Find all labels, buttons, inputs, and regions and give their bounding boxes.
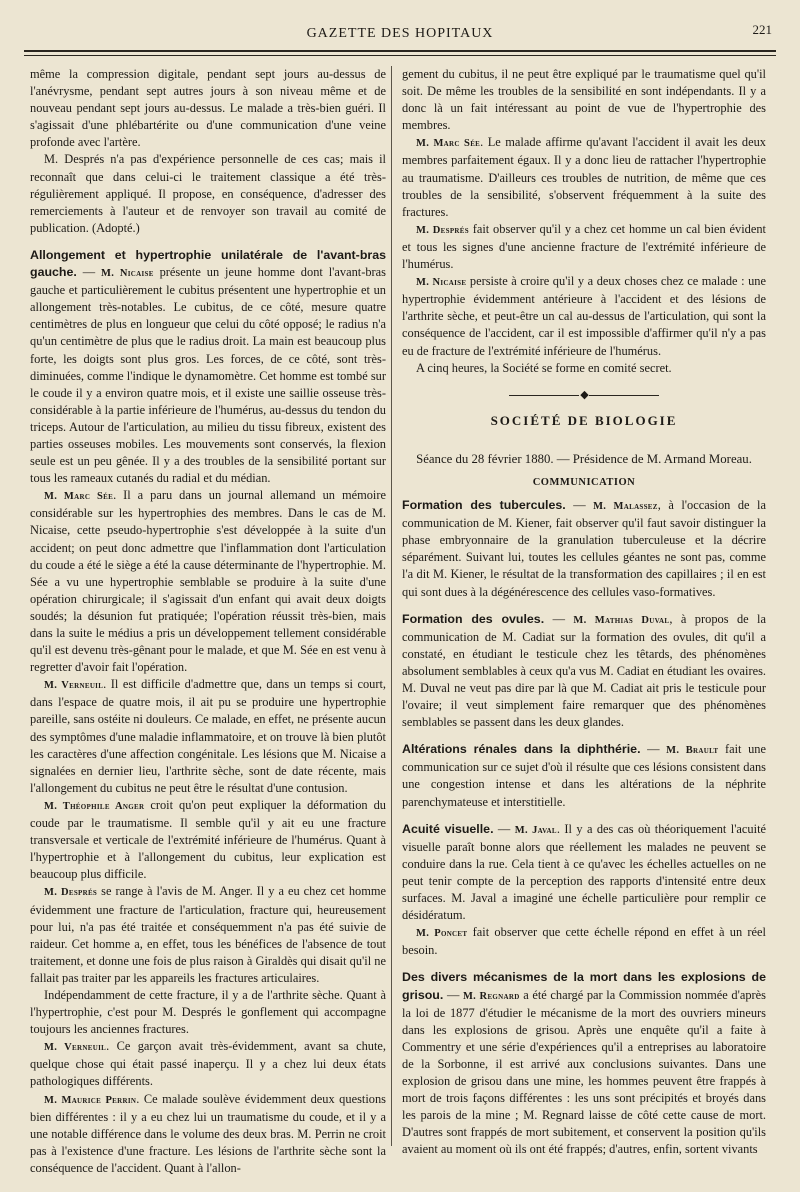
speaker-name: M. Verneuil bbox=[44, 680, 104, 692]
paragraph bbox=[402, 134, 766, 220]
paragraph bbox=[402, 273, 766, 359]
right-column-bottom bbox=[402, 497, 766, 1158]
paragraph-text: M. Després n'a pas d'expérience personnelle de ces cas; mais il reconnaît que dans celui-ci le traitement classique a été très-régulièrement appliqué. Il propose, en conséquence, d'adresser des remerciements à l'auteur et de renvoyer son travail au comité de publication. (Adopté.) bbox=[30, 152, 386, 235]
paragraph-text: . Il y a des cas où théoriquement l'acuité visuelle paraît bonne alors que réellement les malades ne peuvent se conduire dans la rue. Cela tient à ce qu'avec les échelles actuelles on ne peut tenir compte de la perception des rapports d'intensité entre deux surfaces. M. Javal a imaginé une échelle particulière pour remplir ce désidératum. bbox=[402, 821, 767, 923]
paragraph-text: , à l'occasion de la communication de M. Kiener, fait observer qu'il faut savoir distinguer la phase embryonnaire de la granulation tuberculeuse et la décrire séparément. Suivant lui, toutes les cellules géantes ne sont pas, comme l'a dit M. Kiener, le résultat de la transformation des capillaires ; il en est qui sont dues à la dégénérescence des cellules vaso-formatives. bbox=[402, 498, 766, 599]
paragraph-text: A cinq heures, la Société se forme en comité secret. bbox=[416, 360, 672, 375]
society-heading: SOCIÉTÉ DE BIOLOGIE bbox=[490, 412, 678, 428]
speaker-name: M. Nicaise bbox=[101, 268, 154, 280]
paragraph-text: fait une communication sur ce sujet d'où il résulte que ces lésions consistent dans une congestion intense et dans les altérations de la néphrite parenchymateuse et interstitielle. bbox=[402, 742, 766, 809]
paragraph bbox=[402, 221, 766, 273]
speaker-name: M. Verneuil bbox=[44, 1042, 107, 1054]
paragraph bbox=[402, 360, 766, 377]
paragraph-text: . Il est difficile d'admettre que, dans un temps si court, dans l'espace de quatre mois, il ait pu se produire une hypertrophie pareille, sans ostéite ni douleurs. Ce malade, en effet, ne présente aucun des symptômes d'une maladie inflammatoire, et on trouve là bien plutôt les caractères d'une affection congénitale. Les lésions que M. Nicaise a signalées en dernier lieu, l'arthrite sèche, sont de date récente, mais l'allongement du cubitus ne peut être le résultat d'une contusion. bbox=[30, 677, 386, 795]
paragraph bbox=[30, 676, 386, 797]
paragraph bbox=[30, 987, 386, 1038]
paragraph bbox=[402, 969, 766, 1158]
paragraph bbox=[30, 1038, 386, 1090]
paragraph-text: — bbox=[443, 987, 463, 1002]
paragraph-text: a été chargé par la Commission nommée d'après la loi de 1877 d'étudier le mécanisme de la mort des ouvriers mineurs dans les explosions de grisou. Après une enquête qu'il a faite à Commentry et une série d'expériences qu'il a entreprises au laboratoire de la Sorbonne, il est arrivé aux conclusions suivantes. Dans une explosion de grisou dans une mine, les hommes peuvent être frappés à mort de trois façons différentes : les uns sont précipités et broyés dans les parois de la mine ; M. Regnard laisse de côté cette cause de mort. D'autres sont frappés de mort subitement, et conservent la position qu'ils avaient au moment où ils ont été frappés; d'autres, enfin, sortent vivants bbox=[402, 987, 766, 1157]
paragraph bbox=[402, 821, 766, 925]
paragraph bbox=[402, 741, 766, 810]
paragraph bbox=[30, 797, 386, 883]
paragraph-text: Indépendamment de cette fracture, il y a de l'arthrite sèche. Quant à l'hypertrophie, c'est pour M. Després le gonflement qui accompagne toujours les anciennes fractures. bbox=[30, 987, 386, 1037]
paragraph-text: présente un jeune homme dont l'avant-bras gauche et particulièrement le cubitus présentent une hypertrophie et un allongement très-notables. Le cubitus, de ce côté, mesure quatre centimètres de plus en longueur que celui du côté opposé; le radius n'a qu'un centimètre de plus que le radius droit. La main est beaucoup plus forte, les doigts sont plus gros. Les forces, de ce côté, sont très-diminuées, comme l'indique le dynamomètre. Cet homme est tombé sur le coude il y a environ quatre mois, et il existe une saillie osseuse très-considérable à la partie inférieure de l'humérus, au-dessus du tendon du triceps. Autour de l'articulation, au milieu du tissu fibreux, existent des parties osseuses mobiles. Les mouvements sont conservés, la flexion seule est un peu gênée. Il y a des troubles de la sensibilité portant sur tous les rameaux cutanés du radial et du médian. bbox=[30, 265, 387, 486]
paragraph-text: — bbox=[493, 821, 515, 836]
paragraph-text: fait observer qu'il y a chez cet homme un cal bien évident et tous les signes d'une ancienne fracture de l'extrémité inférieure de l'humérus. bbox=[402, 221, 766, 272]
paragraph-text: gement du cubitus, il ne peut être expliqué par le traumatisme quel qu'il soit. De même les troubles de la sensibilité en sont indépendants. Il y a donc là un fait intéressant au point de vue de l'hypertrophie des membres. bbox=[402, 67, 766, 133]
speaker-name: M. Théophile Anger bbox=[44, 800, 145, 812]
paragraph bbox=[30, 151, 386, 236]
paragraph bbox=[30, 883, 386, 987]
speaker-name: M. Mathias Duval bbox=[573, 614, 670, 626]
section-title: Acuité visuelle. bbox=[402, 821, 494, 836]
section-ornament: ◆ bbox=[402, 387, 766, 404]
right-column bbox=[402, 66, 766, 1158]
speaker-name: M. Poncet bbox=[416, 928, 468, 940]
paragraph-text: se range à l'avis de M. Anger. Il y a eu chez cet homme évidemment une fracture de l'articulation, fracture qui, heureusement pour lui, n'a pas été traitée et conséquemment n'a pas été suivie de raideur. Cet homme a, en effet, tous les bénéfices de l'absence de tout traitement, et donne une fois de plus raison à Giraldès qui disait qu'il ne fallait pas traiter par les appareils les fractures articulaires. bbox=[30, 884, 387, 985]
column-divider bbox=[391, 66, 392, 1146]
section-title: Des divers mécanismes de la mort dans les explosions de grisou. bbox=[402, 970, 766, 1002]
section-title: Formation des tubercules. bbox=[402, 498, 566, 513]
paragraph-text: — bbox=[565, 498, 594, 513]
speaker-name: M. Nicaise bbox=[416, 277, 467, 289]
paragraph-text: . Ce malade soulève évidemment deux questions bien différentes : il y a eu chez lui un traumatisme du coude, et il y a une notable différence dans le volume des deux bras. M. Perrin ne croit pas à l'existence d'une fracture. Les lésions de l'arthrite sèche sont la conséquence de l'accident. Quant à l'allon- bbox=[30, 1091, 386, 1175]
section-title: Altérations rénales dans la diphthérie. bbox=[402, 742, 641, 757]
speaker-name: M. Malassez bbox=[593, 501, 658, 513]
paragraph bbox=[402, 924, 766, 959]
left-column bbox=[30, 66, 386, 1177]
speaker-name: M. Marc Sée bbox=[44, 491, 114, 503]
header-rule bbox=[24, 50, 776, 52]
paragraph-text: croit qu'on peut expliquer la déformation du coude par le traumatisme. Il semble qu'il y ait eu une fracture transversale et verticale de l'extrémité inférieure de l'humérus. Quant à l'hypertrophie et à l'allongement du cubitus, leur explication est beaucoup plus difficile. bbox=[30, 797, 386, 882]
paragraph-text: — bbox=[76, 265, 102, 280]
page-number: 221 bbox=[752, 22, 772, 37]
paragraph-text: . Ce garçon avait très-évidemment, avant sa chute, quelque chose qui était passé inaperçu. Il y a chez lui deux états pathologiques différents. bbox=[30, 1039, 387, 1089]
speaker-name: M. Javal bbox=[514, 824, 557, 836]
right-column-top bbox=[402, 66, 766, 377]
speaker-name: M. Regnard bbox=[462, 990, 520, 1002]
paragraph bbox=[402, 66, 766, 134]
paragraph-text: — bbox=[640, 742, 667, 757]
speaker-name: M. Marc Sée bbox=[416, 138, 481, 150]
paragraph-text: — bbox=[544, 611, 574, 626]
paragraph bbox=[30, 66, 386, 151]
paragraph bbox=[30, 1091, 386, 1177]
paragraph bbox=[402, 611, 766, 732]
header-rule-thin bbox=[24, 55, 776, 56]
speaker-name: M. Després bbox=[416, 224, 469, 236]
paragraph-text: fait observer que cette échelle répond en effet à un réel besoin. bbox=[402, 925, 766, 958]
paragraph bbox=[30, 247, 386, 487]
section-title: Allongement et hypertrophie unilatérale de l'avant-bras gauche. bbox=[30, 247, 386, 280]
paragraph-text: . Il a paru dans un journal allemand un mémoire considérable sur les hypertrophies des membres. Dans le cas de M. Nicaise, cette pseudo-hypertrophie s'est développée à la suite d'un accident; on peut donc admettre que l'inflammation dont l'articulation du coude a été le siège a été la cause déterminante de l'hypertrophie. M. Sée a vu une hypertrophie semblable se produire à la suite d'une opération chirurgicale; il s'agissait d'un enfant qui avait deux doigts soudés; la désunion fut pratiquée; l'opération réussit très-bien, mais dans la suite le médius a pris un développement tellement considérable qu'il est devenu très-gênant pour le malade, et que M. Sée en est venu à regretter d'avoir fait l'opération. bbox=[30, 488, 386, 675]
page-header bbox=[24, 18, 776, 62]
paragraph-text: . Le malade affirme qu'avant l'accident il avait les deux membres parfaitement égaux. Il y a donc lieu de rattacher l'hypertrophie au traumatisme. D'ailleurs ces troubles de nutrition, de même que ces troubles de la sensibilité, s'observent fréquemment à la suite des fractures. bbox=[402, 135, 766, 219]
paragraph bbox=[30, 487, 386, 676]
section-title: Formation des ovules. bbox=[402, 611, 545, 626]
speaker-name: M. Després bbox=[44, 887, 98, 899]
paragraph-text: , à propos de la communication de M. Cadiat sur la formation des ovules, dit qu'il a constaté, en étudiant le testicule chez les têtards, des phénomènes absolument semblables à ceux qu'a vus M. Cadiat en étudiant les ovaires. M. Duval ne veut pas dire par là que M. Cadiat ait pris le testicule pour l'ovaire; il veut simplement faire remarquer que des phénomènes semblables se passent dans les deux glandes. bbox=[402, 611, 767, 730]
paragraph-text: persiste à croire qu'il y a deux choses chez ce malade : une hypertrophie évidemment antérieure à l'accident et des lésions de l'arthrite sèche, et peut-être un cal au-dessus de l'articulation, qui sont la conséquence de l'accident, car il est impossible d'affirmer qu'il n'y a pas eu de fracture de l'extrémité inférieure de l'humérus. bbox=[402, 274, 766, 358]
journal-title: GAZETTE DES HOPITAUX bbox=[306, 26, 494, 41]
communication-label: COMMUNICATION bbox=[532, 476, 636, 488]
seance-line: Séance du 28 février 1880. — Présidence de M. Armand Moreau. bbox=[416, 451, 752, 466]
paragraph bbox=[402, 497, 766, 601]
paragraph-text: même la compression digitale, pendant sept jours au-dessus de l'anévrysme, pendant sept autres jours à son niveau même et de nouveau pendant sept jours au-dessus. Le malade a très-bien guéri. Il s'agissait d'une phlébartérite ou d'une communication d'une veine profonde avec l'artère. bbox=[30, 67, 386, 150]
speaker-name: M. Maurice Perrin bbox=[44, 1094, 137, 1106]
speaker-name: M. Brault bbox=[666, 745, 719, 757]
